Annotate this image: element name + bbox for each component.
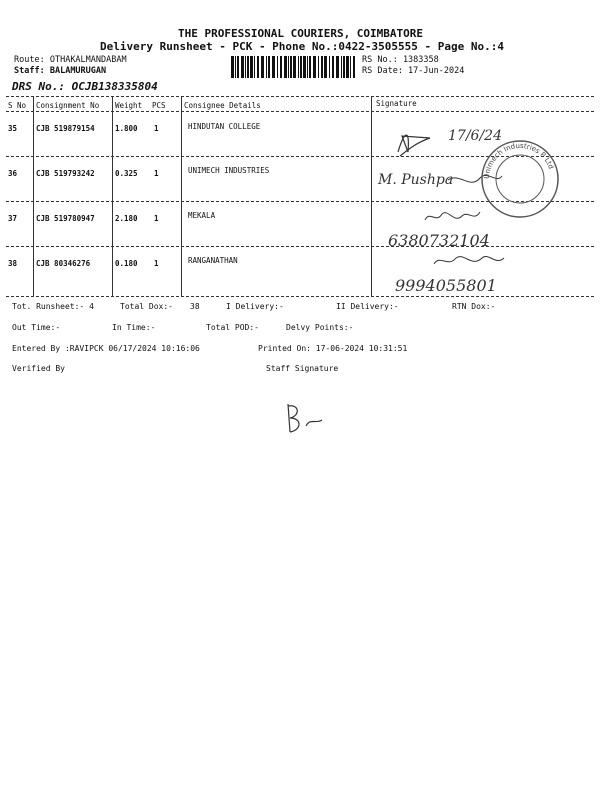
barcode-bar: [341, 56, 342, 78]
route-label-text: Route:: [14, 55, 45, 65]
row-consignee: HINDUTAN COLLEGE: [188, 122, 261, 131]
runsheet-subtitle: Delivery Runsheet - PCK - Phone No.:0422-3505555 - Page No.:4: [100, 40, 504, 53]
barcode-bar: [268, 56, 270, 78]
verified-by: Verified By: [12, 364, 65, 373]
barcode-bar: [353, 56, 355, 78]
row-consignee: RANGANATHAN: [188, 256, 238, 265]
drs-value: OCJB138335804: [71, 80, 158, 93]
barcode-bar: [241, 56, 244, 78]
ii-delivery: II Delivery:-: [336, 302, 399, 311]
row-pcs: 1: [154, 259, 159, 268]
row-pcs: 1: [154, 169, 159, 178]
barcode-bar: [284, 56, 287, 78]
col-header-signature: Signature: [376, 99, 417, 108]
barcode-bar: [247, 56, 249, 78]
company-title: THE PROFESSIONAL COURIERS, COIMBATORE: [178, 27, 424, 40]
barcode-bar: [250, 56, 253, 78]
drs-number: [12, 80, 158, 93]
barcode-bar: [346, 56, 349, 78]
row-sno: 35: [8, 124, 18, 133]
col-divider: [112, 96, 113, 296]
company-stamp: [478, 137, 562, 221]
barcode-bar: [313, 56, 316, 78]
total-dox-value: 38: [190, 302, 200, 311]
stamp-text: Unimech Industries P Ltd: [482, 141, 556, 180]
col-header-consignment: Consignment No: [36, 101, 100, 110]
barcode-bar: [280, 56, 282, 78]
rs-date: RS Date: 17-Jun-2024: [362, 66, 465, 76]
i-delivery: I Delivery:-: [226, 302, 284, 311]
staff-value: BALAMURUGAN: [49, 66, 107, 76]
barcode-bar: [254, 56, 255, 78]
barcode-bar: [303, 56, 306, 78]
table-top-line: [6, 96, 594, 97]
barcode-bar: [329, 56, 330, 78]
delvy-points: Delvy Points:-: [286, 323, 354, 332]
barcode-bar: [277, 56, 278, 78]
row-consignment: CJB 519780947: [36, 214, 95, 223]
barcode-bar: [237, 56, 239, 78]
barcode-bar: [324, 56, 327, 78]
rs-number: RS No.: 1383358: [362, 55, 439, 65]
row-weight: 1.800: [115, 124, 138, 133]
staff-label: [14, 66, 106, 76]
barcode-bar: [266, 56, 267, 78]
barcode-bar: [309, 56, 311, 78]
barcode-bar: [332, 56, 334, 78]
barcode-bar: [261, 56, 264, 78]
col-header-weight: Weight: [115, 101, 143, 110]
row-weight: 0.325: [115, 169, 138, 178]
in-time: In Time:-: [112, 323, 156, 332]
row-pcs: 1: [154, 124, 159, 133]
entered-by: Entered By :RAVIPCK 06/17/2024 10:16:06: [12, 344, 200, 353]
route-label: [14, 55, 127, 65]
row-sno: 37: [8, 214, 18, 223]
row-weight: 2.180: [115, 214, 138, 223]
row-consignment: CJB 519879154: [36, 124, 95, 133]
barcode-bar: [321, 56, 323, 78]
col-header-sno: S No: [8, 101, 27, 110]
total-pod: Total POD:-: [206, 323, 259, 332]
barcode-bar: [336, 56, 339, 78]
row-handwritten-note: 9994055801: [395, 276, 497, 295]
row-consignment: CJB 519793242: [36, 169, 95, 178]
barcode-bar: [272, 56, 275, 78]
route-value: OTHAKALMANDABAM: [49, 55, 127, 65]
row-sno: 38: [8, 259, 18, 268]
barcode-bar: [350, 56, 351, 78]
barcode-bar: [343, 56, 345, 78]
total-dox-label: Total Dox:-: [120, 302, 173, 311]
row-sno: 36: [8, 169, 18, 178]
row-consignee: UNIMECH INDUSTRIES: [188, 166, 270, 175]
barcode-bar: [290, 56, 292, 78]
barcode-graphic: [231, 56, 357, 78]
tot-runsheet: Tot. Runsheet:- 4: [12, 302, 94, 311]
barcode-bar: [231, 56, 234, 78]
row-weight: 0.180: [115, 259, 138, 268]
barcode-bar: [307, 56, 308, 78]
row-handwritten-note: 17/6/24: [448, 128, 502, 144]
barcode-bar: [288, 56, 289, 78]
col-divider: [33, 96, 34, 296]
col-header-consignee: Consignee Details: [184, 101, 261, 110]
out-time: Out Time:-: [12, 323, 61, 332]
barcode-bar: [298, 56, 299, 78]
row-consignment: CJB 80346276: [36, 259, 91, 268]
col-divider: [181, 96, 182, 296]
row-consignee: MEKALA: [188, 211, 216, 220]
row-handwritten-note: 6380732104: [388, 231, 490, 250]
barcode-bar: [245, 56, 246, 78]
staff-label-text: Staff:: [14, 66, 45, 76]
col-header-pcs: PCS: [152, 101, 166, 110]
barcode-bar: [257, 56, 259, 78]
barcode: [231, 56, 357, 78]
barcode-bar: [300, 56, 302, 78]
barcode-bar: [235, 56, 236, 78]
barcode-bar: [318, 56, 319, 78]
staff-signature: [280, 398, 330, 438]
row-handwritten-note: M. Pushpa: [378, 172, 454, 188]
drs-label: DRS No.:: [12, 80, 65, 93]
barcode-bar: [293, 56, 296, 78]
staff-signature-label: Staff Signature: [266, 364, 339, 373]
printed-on: Printed On: 17-06-2024 10:31:51: [258, 344, 408, 353]
rtn-dox: RTN Dox:-: [452, 302, 496, 311]
row-pcs: 1: [154, 214, 159, 223]
